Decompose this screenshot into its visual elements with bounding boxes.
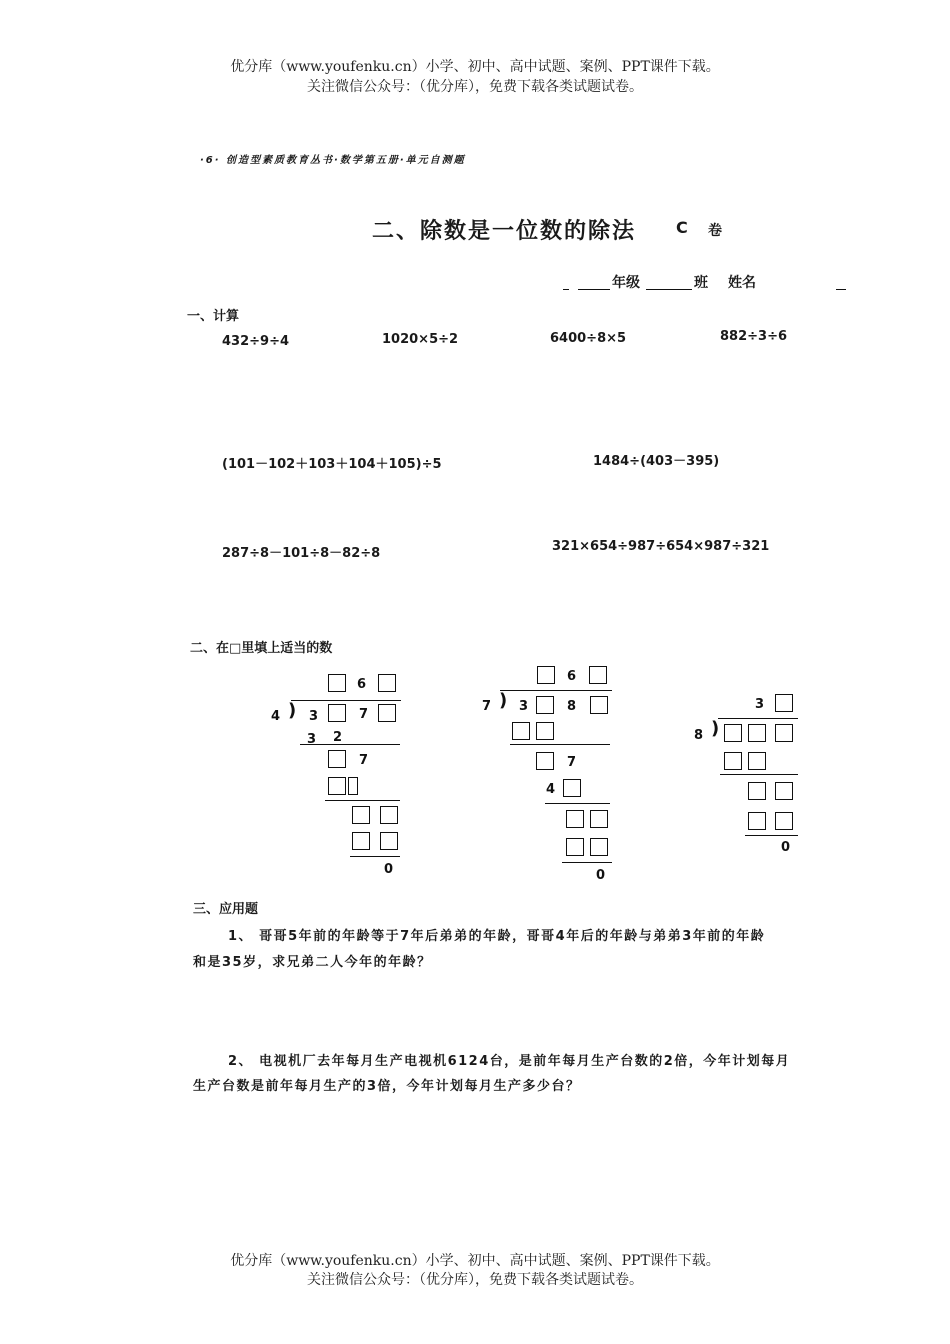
calc-3-1: 287÷8－101÷8－82÷8 [222, 546, 381, 561]
subtraction-line-2 [545, 803, 610, 804]
calc-1-3: 6400÷8×5 [550, 331, 627, 346]
remainder-digit: 7 [567, 755, 577, 770]
question-2-line-2: 生产台数是前年每月生产的3倍，今年计划每月生产多少台？ [193, 1079, 581, 1094]
remainder-digit: 7 [359, 753, 369, 768]
quotient-digit: 6 [357, 677, 367, 692]
question-1-line-1: 1、 哥哥5年前的年龄等于7年后弟弟的年龄，哥哥4年后的年龄与弟弟3年前的年龄 [228, 929, 766, 944]
quotient-box-2b[interactable] [589, 666, 607, 684]
name-label: 姓名 [728, 275, 756, 291]
quotient-box-3a[interactable] [775, 694, 793, 712]
subtraction-line-3 [350, 856, 400, 857]
section1-heading: 一、计算 [187, 309, 240, 324]
work-box-2e[interactable] [566, 810, 584, 828]
division-bar [718, 718, 798, 719]
quotient-box-1a[interactable] [328, 674, 346, 692]
grade-blank[interactable] [578, 289, 610, 290]
subtraction-line-3 [562, 862, 612, 863]
title-level: C [676, 218, 688, 237]
class-blank[interactable] [646, 289, 692, 290]
quotient-box-1b[interactable] [378, 674, 396, 692]
product-digit-1: 4 [546, 782, 556, 797]
final-zero: 0 [781, 840, 791, 855]
divisor: 4 [271, 709, 281, 724]
info-dash-left [563, 289, 569, 290]
work-box-2a[interactable] [512, 722, 530, 740]
quotient-digit: 3 [755, 697, 765, 712]
divisor: 8 [694, 728, 704, 743]
work-box-2h[interactable] [590, 838, 608, 856]
division-bracket: ) [288, 700, 297, 721]
product-digit-2: 2 [333, 730, 343, 745]
dividend-box-1b[interactable] [378, 704, 396, 722]
calc-1-4: 882÷3÷6 [720, 329, 788, 344]
subtraction-line-1 [300, 744, 400, 745]
calc-3-2: 321×654÷987÷654×987÷321 [552, 539, 770, 554]
subtraction-line-1 [720, 774, 798, 775]
work-box-2f[interactable] [590, 810, 608, 828]
dividend-box-2a[interactable] [536, 696, 554, 714]
banner-bottom-line1: 优分库（www.youfenku.cn）小学、初中、高中试题、案例、PPT课件下载。 [230, 1253, 720, 1269]
question-2-line-1: 2、 电视机厂去年每月生产电视机6124台，是前年每月生产台数的2倍，今年计划每月 [228, 1054, 791, 1069]
dividend-box-3c[interactable] [775, 724, 793, 742]
work-box-3a[interactable] [724, 752, 742, 770]
calc-2-2: 1484÷(403－395) [593, 454, 720, 469]
division-bracket: ) [499, 690, 508, 711]
dividend-digit-2: 8 [567, 699, 577, 714]
work-box-3b[interactable] [748, 752, 766, 770]
work-box-2g[interactable] [566, 838, 584, 856]
work-box-3e[interactable] [748, 812, 766, 830]
dividend-digit-2: 7 [359, 707, 369, 722]
work-box-1e[interactable] [380, 806, 398, 824]
division-bar [291, 700, 401, 701]
section3-heading: 三、应用题 [193, 902, 259, 917]
dividend-digit-1: 3 [309, 709, 319, 724]
work-box-1b[interactable] [328, 777, 346, 795]
work-box-2b[interactable] [536, 722, 554, 740]
division-bar [500, 690, 612, 691]
work-box-3d[interactable] [775, 782, 793, 800]
divisor: 7 [482, 699, 492, 714]
dividend-box-2b[interactable] [590, 696, 608, 714]
section2-heading: 二、在□里填上适当的数 [190, 641, 333, 656]
banner-top-line2: 关注微信公众号：（优分库），免费下载各类试题试卷。 [307, 79, 643, 95]
subtraction-line-2 [745, 835, 798, 836]
class-label: 班 [694, 275, 708, 291]
work-box-1c[interactable] [348, 777, 358, 795]
banner-top-line1: 优分库（www.youfenku.cn）小学、初中、高中试题、案例、PPT课件下载。 [230, 59, 720, 75]
name-blank[interactable] [836, 289, 846, 290]
dividend-box-3b[interactable] [748, 724, 766, 742]
final-zero: 0 [384, 862, 394, 877]
page-header: ·6· 创造型素质教育丛书·数学第五册·单元自测题 [200, 155, 466, 166]
subtraction-line-1 [510, 744, 610, 745]
work-box-2d[interactable] [563, 779, 581, 797]
dividend-box-3a[interactable] [724, 724, 742, 742]
subtraction-line-2 [325, 800, 400, 801]
calc-1-1: 432÷9÷4 [222, 334, 290, 349]
page-title: 二、除数是一位数的除法 [372, 219, 637, 244]
quotient-digit: 6 [567, 669, 577, 684]
work-box-2c[interactable] [536, 752, 554, 770]
work-box-3f[interactable] [775, 812, 793, 830]
grade-label: 年级 [612, 275, 640, 291]
work-box-1g[interactable] [380, 832, 398, 850]
quotient-box-2a[interactable] [537, 666, 555, 684]
dividend-box-1a[interactable] [328, 704, 346, 722]
work-box-3c[interactable] [748, 782, 766, 800]
work-box-1f[interactable] [352, 832, 370, 850]
final-zero: 0 [596, 868, 606, 883]
work-box-1d[interactable] [352, 806, 370, 824]
calc-1-2: 1020×5÷2 [382, 332, 459, 347]
dividend-digit-1: 3 [519, 699, 529, 714]
title-suffix: 卷 [708, 223, 722, 239]
banner-bottom-line2: 关注微信公众号：（优分库），免费下载各类试题试卷。 [307, 1272, 643, 1288]
question-1-line-2: 和是35岁，求兄弟二人今年的年龄？ [193, 955, 432, 970]
division-bracket: ) [711, 718, 720, 739]
work-box-1a[interactable] [328, 750, 346, 768]
calc-2-1: (101－102＋103＋104＋105)÷5 [222, 457, 442, 472]
product-digit-1: 3 [307, 732, 317, 747]
